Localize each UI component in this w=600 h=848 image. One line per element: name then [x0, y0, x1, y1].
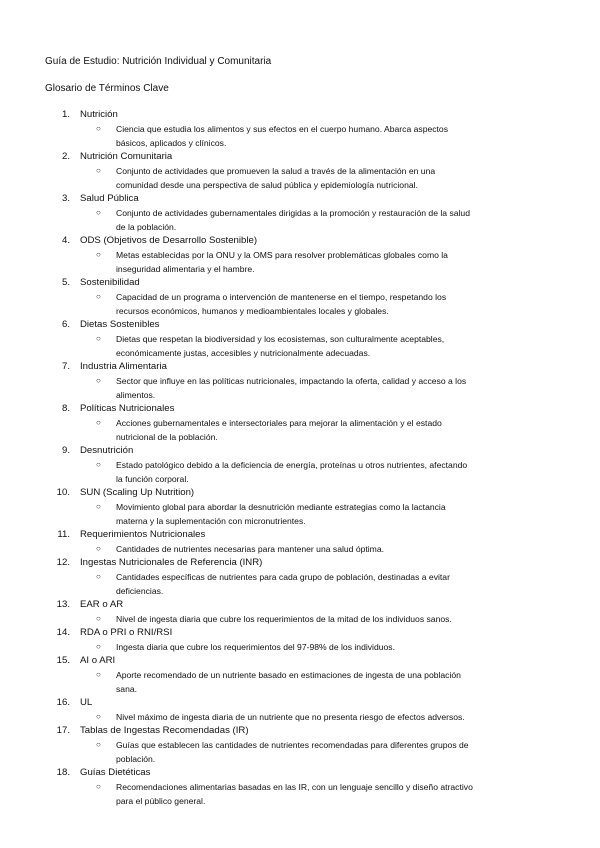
glossary-item-number: 1. [61, 109, 70, 120]
definition-line: Nivel de ingesta diaria que cubre los requerimientos de la mitad de los individuos sanos. [116, 614, 452, 624]
circle-bullet-icon: ○ [96, 572, 101, 581]
definition-line: sana. [116, 684, 138, 694]
definition-line: Recomendaciones alimentarias basadas en las IR, con un lenguaje sencillo y diseño atractivo [116, 782, 473, 792]
glossary-item [0, 556, 600, 598]
glossary-term-row [0, 276, 600, 290]
circle-bullet-icon: ○ [96, 418, 101, 427]
glossary-item [0, 626, 600, 654]
glossary-term: AI o ARI [80, 655, 116, 666]
glossary-definition [0, 668, 600, 696]
definition-line: alimentos. [116, 390, 156, 400]
glossary-term-row [0, 150, 600, 164]
glossary-item-number: 11. [57, 529, 70, 540]
glossary-item-number: 10. [56, 487, 70, 498]
glossary-item-number: 16. [56, 697, 70, 708]
definition-line: Acciones gubernamentales e intersectoriales para mejorar la alimentación y el estado [116, 418, 442, 428]
glossary-definition [0, 416, 600, 444]
glossary-item [0, 150, 600, 192]
definition-line: Cantidades específicas de nutrientes para cada grupo de población, destinadas a evitar [116, 572, 450, 582]
glossary-item-number: 4. [61, 235, 70, 246]
glossary-definition [0, 780, 600, 808]
definition-line: recursos económicos, humanos y medioambientales locales y globales. [116, 306, 389, 316]
glossary-definition [0, 290, 600, 318]
glossary-item [0, 276, 600, 318]
glossary-definition [0, 710, 600, 724]
circle-bullet-icon: ○ [96, 642, 101, 651]
circle-bullet-icon: ○ [96, 334, 101, 343]
glossary-term-row [0, 318, 600, 332]
definition-line: Conjunto de actividades gubernamentales dirigidas a la promoción y restauración de la salud [116, 208, 470, 218]
glossary-item [0, 486, 600, 528]
definition-line: Aporte recomendado de un nutriente basado en estimaciones de ingesta de una población [116, 670, 461, 680]
glossary-definition [0, 738, 600, 766]
glossary-definition [0, 374, 600, 402]
glossary-item [0, 108, 600, 150]
definition-line: Nivel máximo de ingesta diaria de un nutriente que no presenta riesgo de efectos adversos. [116, 712, 465, 722]
glossary-item-number: 18. [56, 767, 70, 778]
glossary-term: Guías Dietéticas [80, 767, 151, 778]
glossary-term-row [0, 486, 600, 500]
glossary-item [0, 360, 600, 402]
glossary-term-row [0, 654, 600, 668]
glossary-item-number: 6. [61, 319, 70, 330]
glossary-term: SUN (Scaling Up Nutrition) [80, 487, 195, 498]
glossary-term: EAR o AR [80, 599, 124, 610]
glossary-heading: Glosario de Términos Clave [45, 83, 169, 94]
document-title: Guía de Estudio: Nutrición Individual y Comunitaria [45, 56, 272, 67]
glossary-term-row [0, 444, 600, 458]
glossary-item [0, 766, 600, 808]
glossary-term: Dietas Sostenibles [80, 319, 160, 330]
glossary-term-row [0, 108, 600, 122]
glossary-definition [0, 332, 600, 360]
glossary-definition [0, 458, 600, 486]
glossary-definition [0, 500, 600, 528]
glossary-item [0, 444, 600, 486]
glossary-term-row [0, 766, 600, 780]
glossary-definition [0, 206, 600, 234]
glossary-item-number: 8. [61, 403, 70, 414]
definition-line: Metas establecidas por la ONU y la OMS para resolver problemáticas globales como la [116, 250, 448, 260]
glossary-item-number: 2. [61, 151, 70, 162]
glossary-term: RDA o PRI o RNI/RSI [80, 627, 173, 638]
glossary-item-number: 15. [56, 655, 70, 666]
glossary-item [0, 696, 600, 724]
glossary-item [0, 318, 600, 360]
glossary-item-number: 13. [56, 599, 70, 610]
glossary-item [0, 192, 600, 234]
glossary-item-number: 12. [56, 557, 70, 568]
glossary-term: Sostenibilidad [80, 277, 140, 288]
glossary-item-number: 7. [61, 361, 70, 372]
definition-line: básicos, aplicados y clínicos. [116, 138, 227, 148]
glossary-term-row [0, 528, 600, 542]
definition-line: Dietas que respetan la biodiversidad y los ecosistemas, son culturalmente aceptables, [116, 334, 445, 344]
circle-bullet-icon: ○ [96, 208, 101, 217]
glossary-item [0, 234, 600, 276]
definition-line: deficiencias. [116, 586, 164, 596]
circle-bullet-icon: ○ [96, 782, 101, 791]
definition-line: Ingesta diaria que cubre los requerimientos del 97-98% de los individuos. [116, 642, 395, 652]
glossary-term-row [0, 724, 600, 738]
circle-bullet-icon: ○ [96, 544, 101, 553]
circle-bullet-icon: ○ [96, 124, 101, 133]
glossary-term: ODS (Objetivos de Desarrollo Sostenible) [80, 235, 258, 246]
glossary-term: Salud Pública [80, 193, 139, 204]
glossary-term: Políticas Nutricionales [80, 403, 175, 414]
glossary-definition [0, 542, 600, 556]
circle-bullet-icon: ○ [96, 712, 101, 721]
circle-bullet-icon: ○ [96, 166, 101, 175]
glossary-definition [0, 612, 600, 626]
glossary-item [0, 724, 600, 766]
circle-bullet-icon: ○ [96, 502, 101, 511]
definition-line: Cantidades de nutrientes necesarias para mantener una salud óptima. [116, 544, 385, 554]
glossary-term-row [0, 626, 600, 640]
glossary-item [0, 402, 600, 444]
glossary-term: Industria Alimentaria [80, 361, 167, 372]
glossary-term-row [0, 556, 600, 570]
glossary-term: Nutrición [80, 109, 118, 120]
glossary-definition [0, 122, 600, 150]
glossary-term: Nutrición Comunitaria [80, 151, 173, 162]
circle-bullet-icon: ○ [96, 614, 101, 623]
glossary-term: Tablas de Ingestas Recomendadas (IR) [80, 725, 249, 736]
definition-line: económicamente justas, accesibles y nutricionalmente adecuadas. [116, 348, 371, 358]
definition-line: Estado patológico debido a la deficiencia de energía, proteínas u otros nutrientes, afectando [116, 460, 468, 470]
definition-line: Capacidad de un programa o intervención de mantenerse en el tiempo, respetando los [116, 292, 447, 302]
glossary-term-row [0, 192, 600, 206]
definition-line: Sector que influye en las políticas nutricionales, impactando la oferta, calidad y acceso a los [116, 376, 467, 386]
glossary-definition [0, 164, 600, 192]
glossary-item [0, 598, 600, 626]
glossary-item [0, 528, 600, 556]
definition-line: la función corporal. [116, 474, 189, 484]
glossary-list [0, 108, 600, 808]
definition-line: inseguridad alimentaria y el hambre. [116, 264, 255, 274]
glossary-term: Ingestas Nutricionales de Referencia (INR) [80, 557, 263, 568]
glossary-item-number: 17. [56, 725, 70, 736]
glossary-term: Desnutrición [80, 445, 134, 456]
definition-line: Ciencia que estudia los alimentos y sus efectos en el cuerpo humano. Abarca aspectos [116, 124, 449, 134]
glossary-definition [0, 640, 600, 654]
definition-line: Conjunto de actividades que promueven la salud a través de la alimentación en una [116, 166, 436, 176]
glossary-term-row [0, 402, 600, 416]
definition-line: Movimiento global para abordar la desnutrición mediante estrategias como la lactancia [116, 502, 446, 512]
glossary-term-row [0, 696, 600, 710]
glossary-term: Requerimientos Nutricionales [80, 529, 206, 540]
definition-line: población. [116, 754, 156, 764]
glossary-term-row [0, 360, 600, 374]
glossary-term-row [0, 598, 600, 612]
glossary-item [0, 654, 600, 696]
definition-line: Guías que establecen las cantidades de nutrientes recomendadas para diferentes grupos de [116, 740, 469, 750]
glossary-term: UL [80, 697, 93, 708]
glossary-item-number: 3. [61, 193, 70, 204]
glossary-definition [0, 570, 600, 598]
circle-bullet-icon: ○ [96, 670, 101, 679]
definition-line: nutricional de la población. [116, 432, 218, 442]
glossary-definition [0, 248, 600, 276]
circle-bullet-icon: ○ [96, 292, 101, 301]
definition-line: de la población. [116, 222, 177, 232]
circle-bullet-icon: ○ [96, 250, 101, 259]
circle-bullet-icon: ○ [96, 740, 101, 749]
definition-line: comunidad desde una perspectiva de salud pública y epidemiología nutricional. [116, 180, 418, 190]
glossary-item-number: 14. [56, 627, 70, 638]
glossary-term-row [0, 234, 600, 248]
definition-line: para el público general. [116, 796, 206, 806]
definition-line: materna y la suplementación con micronutrientes. [116, 516, 306, 526]
circle-bullet-icon: ○ [96, 460, 101, 469]
circle-bullet-icon: ○ [96, 376, 101, 385]
glossary-item-number: 5. [61, 277, 70, 288]
glossary-item-number: 9. [61, 445, 70, 456]
